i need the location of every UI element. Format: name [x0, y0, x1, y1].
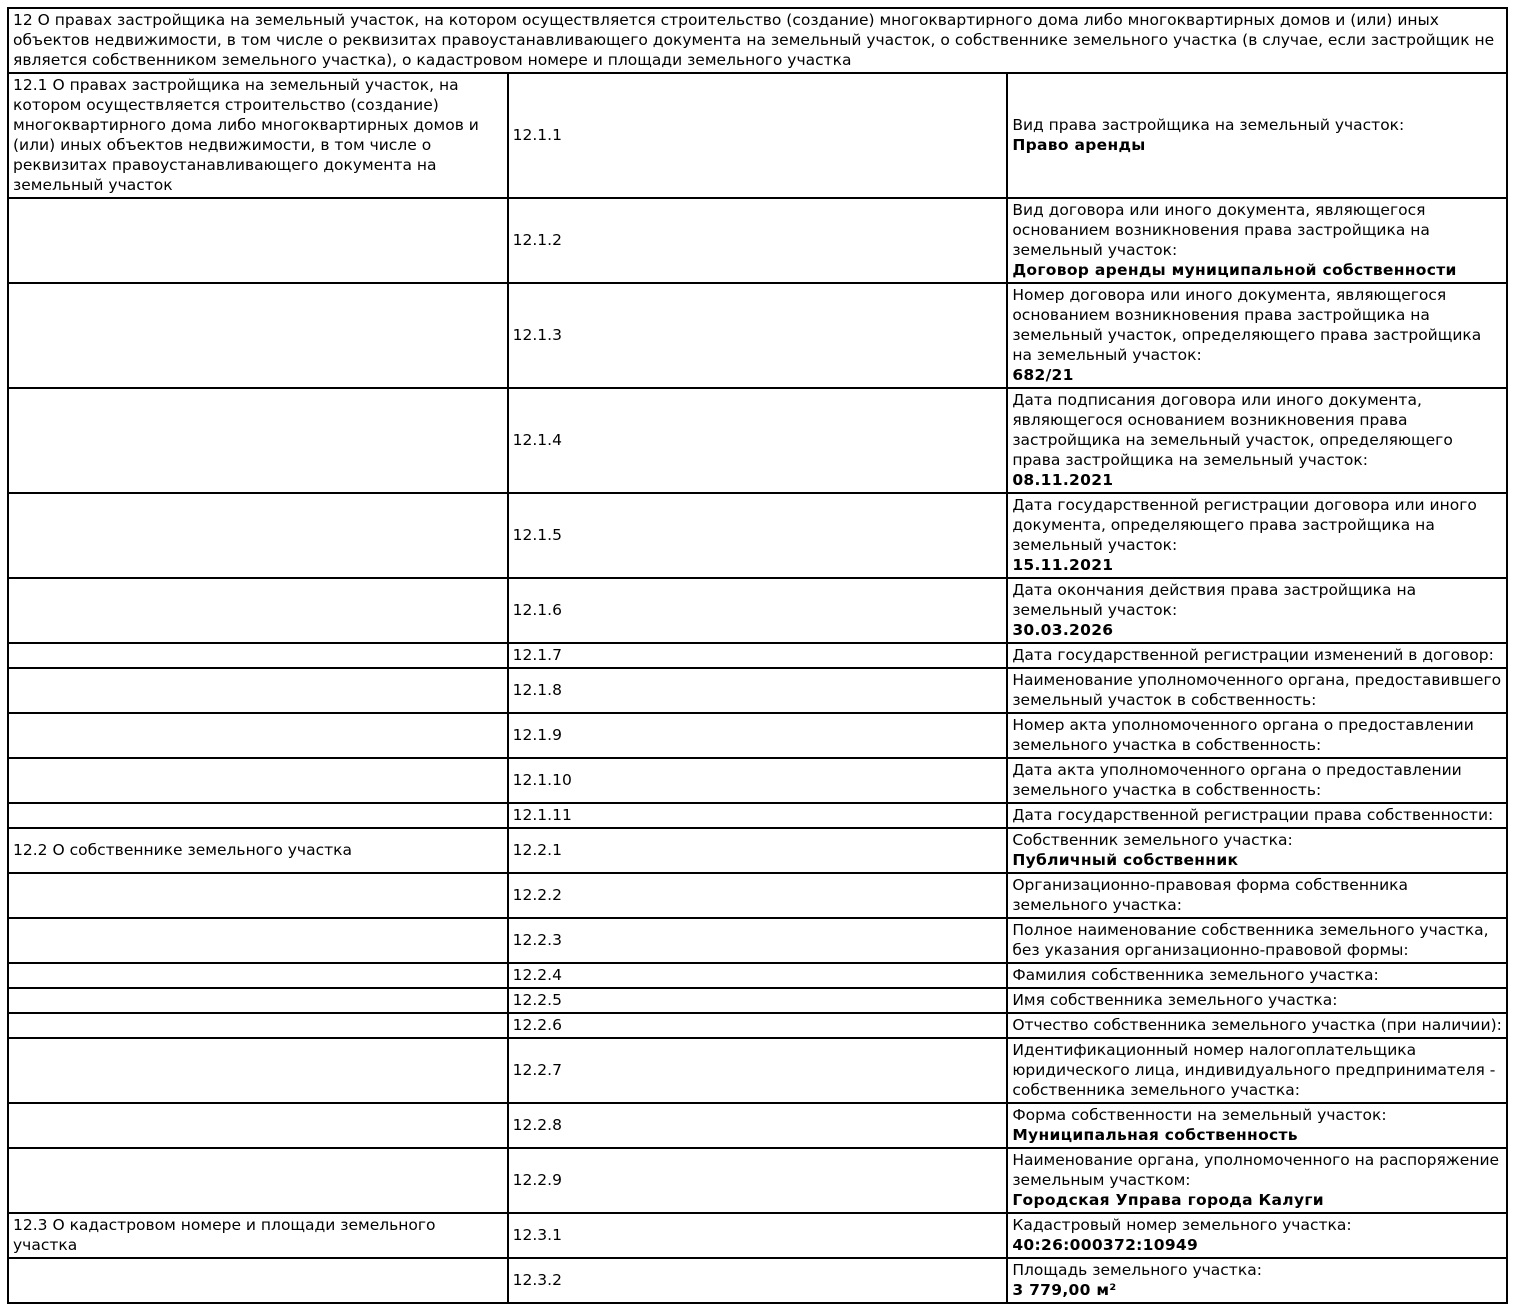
row-code: 12.2.5: [512, 991, 562, 1009]
field-value: 15.11.2021: [1012, 556, 1114, 574]
row-code: 12.1.2: [512, 231, 562, 249]
row-code: 12.1.5: [512, 526, 562, 544]
table-row: [8, 1213, 1507, 1258]
row-code-cell: [508, 578, 1008, 643]
field-label: Отчество собственника земельного участка (при наличии):: [1012, 1016, 1502, 1034]
row-code-cell: [508, 1103, 1008, 1148]
row-label-cell: [8, 873, 508, 918]
table-row: [8, 643, 1507, 668]
row-content-cell: [1007, 283, 1507, 388]
section-header-row: [8, 8, 1507, 73]
row-code: 12.2.1: [512, 841, 562, 859]
table-row: [8, 578, 1507, 643]
field-label: Наименование органа, уполномоченного на распоряжение земельным участком:: [1012, 1151, 1500, 1189]
row-label-cell: [8, 988, 508, 1013]
field-value: Публичный собственник: [1012, 851, 1239, 869]
field-label: Вид договора или иного документа, являющегося основанием возникновения права застройщика на земельный участок:: [1012, 201, 1430, 259]
field-label: Имя собственника земельного участка:: [1012, 991, 1338, 1009]
row-content-cell: [1007, 388, 1507, 493]
row-content-cell: [1007, 758, 1507, 803]
row-label-cell: [8, 918, 508, 963]
row-code-cell: [508, 388, 1008, 493]
row-code: 12.1.4: [512, 431, 562, 449]
field-label: Организационно-правовая форма собственника земельного участка:: [1012, 876, 1409, 914]
field-value: Городская Управа города Калуги: [1012, 1191, 1324, 1209]
table-row: [8, 918, 1507, 963]
field-value: Муниципальная собственность: [1012, 1126, 1298, 1144]
row-code: 12.2.9: [512, 1171, 562, 1189]
field-value: 08.11.2021: [1012, 471, 1114, 489]
row-label-cell: [8, 283, 508, 388]
row-label-cell: [8, 73, 508, 198]
row-code: 12.3.2: [512, 1271, 562, 1289]
row-code: 12.1.11: [512, 806, 572, 824]
row-code-cell: [508, 1013, 1008, 1038]
row-label-cell: [8, 1013, 508, 1038]
row-label-cell: [8, 828, 508, 873]
row-content-cell: [1007, 1013, 1507, 1038]
row-code-cell: [508, 73, 1008, 198]
field-label: Собственник земельного участка:: [1012, 831, 1293, 849]
row-content-cell: [1007, 803, 1507, 828]
row-code: 12.1.3: [512, 326, 562, 344]
table-row: [8, 758, 1507, 803]
row-code-cell: [508, 758, 1008, 803]
row-label: 12.2 О собственнике земельного участка: [13, 841, 352, 859]
row-content-cell: [1007, 578, 1507, 643]
row-content-cell: [1007, 643, 1507, 668]
field-label: Номер акта уполномоченного органа о предоставлении земельного участка в собственность:: [1012, 716, 1474, 754]
row-content-cell: [1007, 1258, 1507, 1303]
row-content-cell: [1007, 1103, 1507, 1148]
row-code-cell: [508, 1258, 1008, 1303]
field-label: Фамилия собственника земельного участка:: [1012, 966, 1379, 984]
field-value: 682/21: [1012, 366, 1074, 384]
table-row: [8, 1148, 1507, 1213]
table-row: [8, 73, 1507, 198]
row-label-cell: [8, 1148, 508, 1213]
field-label: Номер договора или иного документа, являющегося основанием возникновения права застройщика на земельный участок, определяющего права застройщика на земельный участок:: [1012, 286, 1482, 364]
field-label: Дата государственной регистрации изменений в договор:: [1012, 646, 1494, 664]
declaration-table: [7, 7, 1508, 1304]
row-code: 12.2.6: [512, 1016, 562, 1034]
row-code-cell: [508, 918, 1008, 963]
table-row: [8, 963, 1507, 988]
field-label: Дата акта уполномоченного органа о предоставлении земельного участка в собственность:: [1012, 761, 1462, 799]
table-body: [8, 8, 1507, 1303]
row-code-cell: [508, 283, 1008, 388]
row-content-cell: [1007, 873, 1507, 918]
table-row: [8, 713, 1507, 758]
row-content-cell: [1007, 713, 1507, 758]
table-row: [8, 1038, 1507, 1103]
field-label: Наименование уполномоченного органа, предоставившего земельный участок в собственность:: [1012, 671, 1502, 709]
row-content-cell: [1007, 1213, 1507, 1258]
row-label-cell: [8, 963, 508, 988]
row-content-cell: [1007, 918, 1507, 963]
field-value: Договор аренды муниципальной собственности: [1012, 261, 1457, 279]
field-value: 3 779,00 м²: [1012, 1281, 1117, 1299]
row-code-cell: [508, 988, 1008, 1013]
row-code: 12.1.8: [512, 681, 562, 699]
field-label: Идентификационный номер налогоплательщика юридического лица, индивидуального предпринимателя - собственника земельного участка:: [1012, 1041, 1496, 1099]
row-label: 12.3 О кадастровом номере и площади земельного участка: [13, 1216, 436, 1254]
row-content-cell: [1007, 988, 1507, 1013]
row-code: 12.2.4: [512, 966, 562, 984]
table-row: [8, 493, 1507, 578]
row-code-cell: [508, 643, 1008, 668]
row-code-cell: [508, 198, 1008, 283]
table-row: [8, 198, 1507, 283]
row-code-cell: [508, 828, 1008, 873]
row-code-cell: [508, 963, 1008, 988]
row-label-cell: [8, 198, 508, 283]
row-label: 12.1 О правах застройщика на земельный участок, на котором осуществляется строительство (создание) многоквартирного дома либо многоквартирных домов и (или) иных объектов недвижимости, в том числе о реквизитах правоустанавливающего документа на земельный участок: [13, 76, 479, 194]
row-code: 12.1.6: [512, 601, 562, 619]
table-row: [8, 1103, 1507, 1148]
row-label-cell: [8, 578, 508, 643]
table-row: [8, 873, 1507, 918]
section-header-cell: 12 О правах застройщика на земельный участок, на котором осуществляется строительство (создание) многоквартирного дома либо многоквартирных домов и (или) иных объектов недвижимости, в том числе о реквизитах правоустанавливающего документа на земельный участок, о собственнике земельного участка (в случае, если застройщик не является собственником земельного участка), о кадастровом номере и площади земельного участка: [8, 8, 1507, 73]
table-row: [8, 283, 1507, 388]
row-code: 12.1.7: [512, 646, 562, 664]
table-row: [8, 803, 1507, 828]
table-row: [8, 1258, 1507, 1303]
row-code-cell: [508, 493, 1008, 578]
row-label-cell: [8, 1103, 508, 1148]
field-label: Дата государственной регистрации договора или иного документа, определяющего права застройщика на земельный участок:: [1012, 496, 1477, 554]
row-code: 12.1.1: [512, 126, 562, 144]
field-label: Полное наименование собственника земельного участка, без указания организационно-правовой формы:: [1012, 921, 1489, 959]
field-label: Дата подписания договора или иного документа, являющегося основанием возникновения права застройщика на земельный участок, определяющего права застройщика на земельный участок:: [1012, 391, 1453, 469]
row-content-cell: [1007, 1038, 1507, 1103]
row-content-cell: [1007, 828, 1507, 873]
field-value: 30.03.2026: [1012, 621, 1114, 639]
row-label-cell: [8, 668, 508, 713]
row-label-cell: [8, 803, 508, 828]
row-code-cell: [508, 668, 1008, 713]
row-code: 12.2.7: [512, 1061, 562, 1079]
row-code-cell: [508, 1038, 1008, 1103]
row-code: 12.3.1: [512, 1226, 562, 1244]
row-label-cell: [8, 493, 508, 578]
field-label: Дата окончания действия права застройщика на земельный участок:: [1012, 581, 1417, 619]
table-row: [8, 988, 1507, 1013]
table-row: [8, 1013, 1507, 1038]
field-value: Право аренды: [1012, 136, 1146, 154]
row-content-cell: [1007, 493, 1507, 578]
row-content-cell: [1007, 963, 1507, 988]
row-label-cell: [8, 643, 508, 668]
row-code: 12.2.2: [512, 886, 562, 904]
row-content-cell: [1007, 1148, 1507, 1213]
field-label: Дата государственной регистрации права собственности:: [1012, 806, 1494, 824]
row-content-cell: [1007, 73, 1507, 198]
row-code-cell: [508, 803, 1008, 828]
field-value: 40:26:000372:10949: [1012, 1236, 1199, 1254]
row-code-cell: [508, 713, 1008, 758]
row-label-cell: [8, 758, 508, 803]
row-code: 12.2.3: [512, 931, 562, 949]
row-label-cell: [8, 1038, 508, 1103]
field-label: Кадастровый номер земельного участка:: [1012, 1216, 1352, 1234]
row-label-cell: [8, 1258, 508, 1303]
table-row: [8, 668, 1507, 713]
row-code: 12.2.8: [512, 1116, 562, 1134]
row-code-cell: [508, 873, 1008, 918]
row-code: 12.1.9: [512, 726, 562, 744]
row-code-cell: [508, 1213, 1008, 1258]
table-row: [8, 388, 1507, 493]
row-code-cell: [508, 1148, 1008, 1213]
row-label-cell: [8, 1213, 508, 1258]
row-label-cell: [8, 713, 508, 758]
row-content-cell: [1007, 198, 1507, 283]
field-label: Форма собственности на земельный участок:: [1012, 1106, 1387, 1124]
field-label: Вид права застройщика на земельный участок:: [1012, 116, 1405, 134]
row-label-cell: [8, 388, 508, 493]
row-content-cell: [1007, 668, 1507, 713]
row-code: 12.1.10: [512, 771, 572, 789]
field-label: Площадь земельного участка:: [1012, 1261, 1262, 1279]
table-row: [8, 828, 1507, 873]
